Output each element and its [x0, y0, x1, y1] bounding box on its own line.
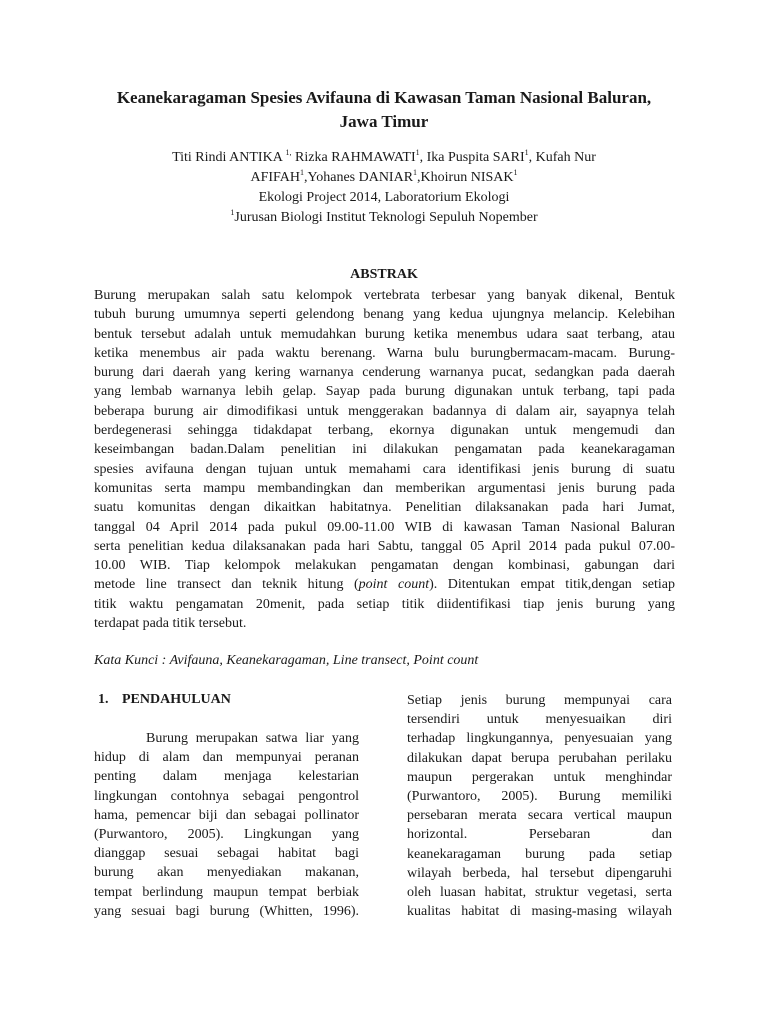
body-line: penting dalam menjaga kelestarian: [94, 769, 359, 785]
keywords: Kata Kunci : Avifauna, Keanekaragaman, Line transect, Point count: [94, 653, 479, 668]
abstract-line: ketika menembus air pada waktu berenang. Warna bulu burungbermacam-macam. Burung-: [94, 345, 675, 361]
abstract-heading: ABSTRAK: [350, 267, 418, 282]
section-heading: [98, 690, 231, 709]
body-line: hidup di alam dan mempunyai peranan: [94, 750, 359, 766]
author-name: AFIFAH: [250, 170, 301, 185]
section-number: 1.: [98, 692, 109, 707]
body-line: Setiap jenis burung mempunyai cara: [407, 693, 672, 708]
body-line: dianggap sesuai sebagai habitat bagi: [94, 846, 359, 862]
author-superscript: 1: [300, 168, 305, 177]
abstract-line: tubuh burung umumnya seperti gelendong benang yang kedua ujungnya melancip. Kelebihan: [94, 307, 675, 323]
body-line: yang sesuai bagi burung (Whitten, 1996).: [94, 903, 359, 919]
author-superscript: 1: [513, 168, 518, 177]
body-line: maupun pergerakan untuk menghindar: [407, 769, 672, 785]
author-name: Titi Rindi ANTIKA: [172, 150, 286, 165]
body-line: Burung merupakan satwa liar yang: [146, 731, 359, 746]
body-line: kualitas habitat di masing-masing wilayah: [407, 904, 672, 920]
abstract-line: 10.00 WIB. Tiap kelompok melakukan pengamatan dengan kombinasi, gabungan dari: [94, 558, 675, 574]
author-line-1: [60, 148, 708, 168]
body-line: oleh luasan habitat, struktur vegetasi, serta: [407, 885, 672, 901]
author-name: Rizka RAHMAWATI: [291, 150, 416, 165]
abstract-emphasis: point count: [358, 577, 430, 593]
abstract-body: [94, 286, 675, 633]
abstract-line: titik waktu pengamatan 20menit, pada setiap titik diidentifikasi tiap jenis burung yang: [94, 596, 675, 612]
author-superscript: 1,: [285, 148, 292, 157]
body-line: persebaran merata secara vertical maupun: [407, 808, 672, 824]
project-line: Ekologi Project 2014, Laboratorium Ekologi: [258, 190, 510, 205]
abstract-line: komunitas serta mampu membandingkan dan memberikan argumentasi jenis burung pada: [94, 480, 675, 496]
author-name: ,Yohanes DANIAR: [304, 170, 414, 185]
body-line: wilayah berbeda, hal tersebut dipengaruhi: [407, 865, 672, 881]
body-line: burung akan menyediakan makanan,: [94, 865, 359, 881]
abstract-line: burung dari daerah yang kering warnanya cenderung warnanya pucat, sedangkan pada daerah: [94, 365, 675, 381]
body-line: horizontal. Persebaran dan: [407, 827, 672, 843]
abstract-line: terdapat pada titik tersebut.: [94, 616, 247, 632]
abstract-line: yang lembab warnanya lebih gelap. Sayap pada burung digunakan untuk terbang, tapi pada: [94, 384, 675, 400]
author-superscript: 1: [413, 168, 418, 177]
abstract-line: [94, 575, 675, 594]
abstract-line: serta penelitian kedua dilaksanakan pada hari Sabtu, tanggal 05 April 2014 pada pukul 07.00-: [94, 538, 675, 554]
body-line: keanekaragaman burung pada setiap: [407, 846, 672, 862]
abstract-text: ). Ditentukan empat titik,dengan setiap: [429, 577, 675, 593]
body-line: (Purwantoro, 2005). Burung memiliki: [407, 789, 672, 805]
left-column: [94, 729, 359, 921]
author-name: ,Khoirun NISAK: [417, 170, 514, 185]
abstract-text: metode line transect dan teknik hitung (: [94, 577, 359, 593]
abstract-line: berdegenerasi sehingga tidakdapat terbang, ekornya digunakan untuk mengemudi dan: [94, 423, 675, 439]
abstract-line: bentuk tersebut adalah untuk memudahkan burung ketika menembus udara saat terbang, atau: [94, 326, 675, 342]
body-line: (Purwantoro, 2005). Lingkungan yang: [94, 827, 359, 843]
affiliation-line: [60, 208, 708, 228]
author-block: [60, 148, 708, 228]
body-line: tersendiri untuk menyesuaikan diri: [407, 712, 672, 728]
affiliation-text: Jurusan Biologi Institut Teknologi Sepuluh Nopember: [234, 210, 538, 225]
author-name: , Ika Puspita SARI: [419, 150, 525, 165]
abstract-line: keseimbangan badan.Dalam penelitian ini dilakukan pengamatan pada keanekaragaman: [94, 442, 675, 458]
body-line: dilakukan dapat berupa perubahan perilaku: [407, 750, 672, 766]
body-line: lingkungan contohnya sebagai pengontrol: [94, 788, 359, 804]
section-title: PENDAHULUAN: [122, 692, 231, 707]
title-line-2: Jawa Timur: [339, 112, 429, 131]
paper-title: [60, 86, 708, 134]
author-line-2: [60, 168, 708, 188]
body-line: terhadap lingkungannya, penyesuaian yang: [407, 731, 672, 747]
affiliation-superscript: 1: [230, 208, 235, 217]
author-superscript: 1: [524, 148, 529, 157]
body-line: tempat berlindung maupun tempat berbiak: [94, 884, 359, 900]
right-column: [407, 691, 672, 921]
abstract-line: tanggal 04 April 2014 pada pukul 09.00-11.00 WIB di kawasan Taman Nasional Baluran: [94, 519, 675, 535]
abstract-line: suatu komunitas dengan dikaitkan habitatnya. Penelitian dilaksanakan pada hari Jumat,: [94, 500, 675, 516]
author-name: , Kufah Nur: [528, 150, 596, 165]
abstract-line: beberapa burung air dimodifikasi untuk menggerakan badannya di dalam air, sayapnya telah: [94, 403, 675, 419]
author-superscript: 1: [415, 148, 420, 157]
abstract-line: spesies avifauna dengan tujuan untuk memahami cara identifikasi jenis burung di suatu: [94, 461, 675, 477]
abstract-line: Burung merupakan salah satu kelompok vertebrata terbesar yang banyak dikenal, Bentuk: [94, 288, 675, 303]
body-line: hama, pemencar biji dan sebagai pollinator: [94, 807, 359, 823]
title-line-1: Keanekaragaman Spesies Avifauna di Kawasan Taman Nasional Baluran,: [116, 88, 652, 107]
